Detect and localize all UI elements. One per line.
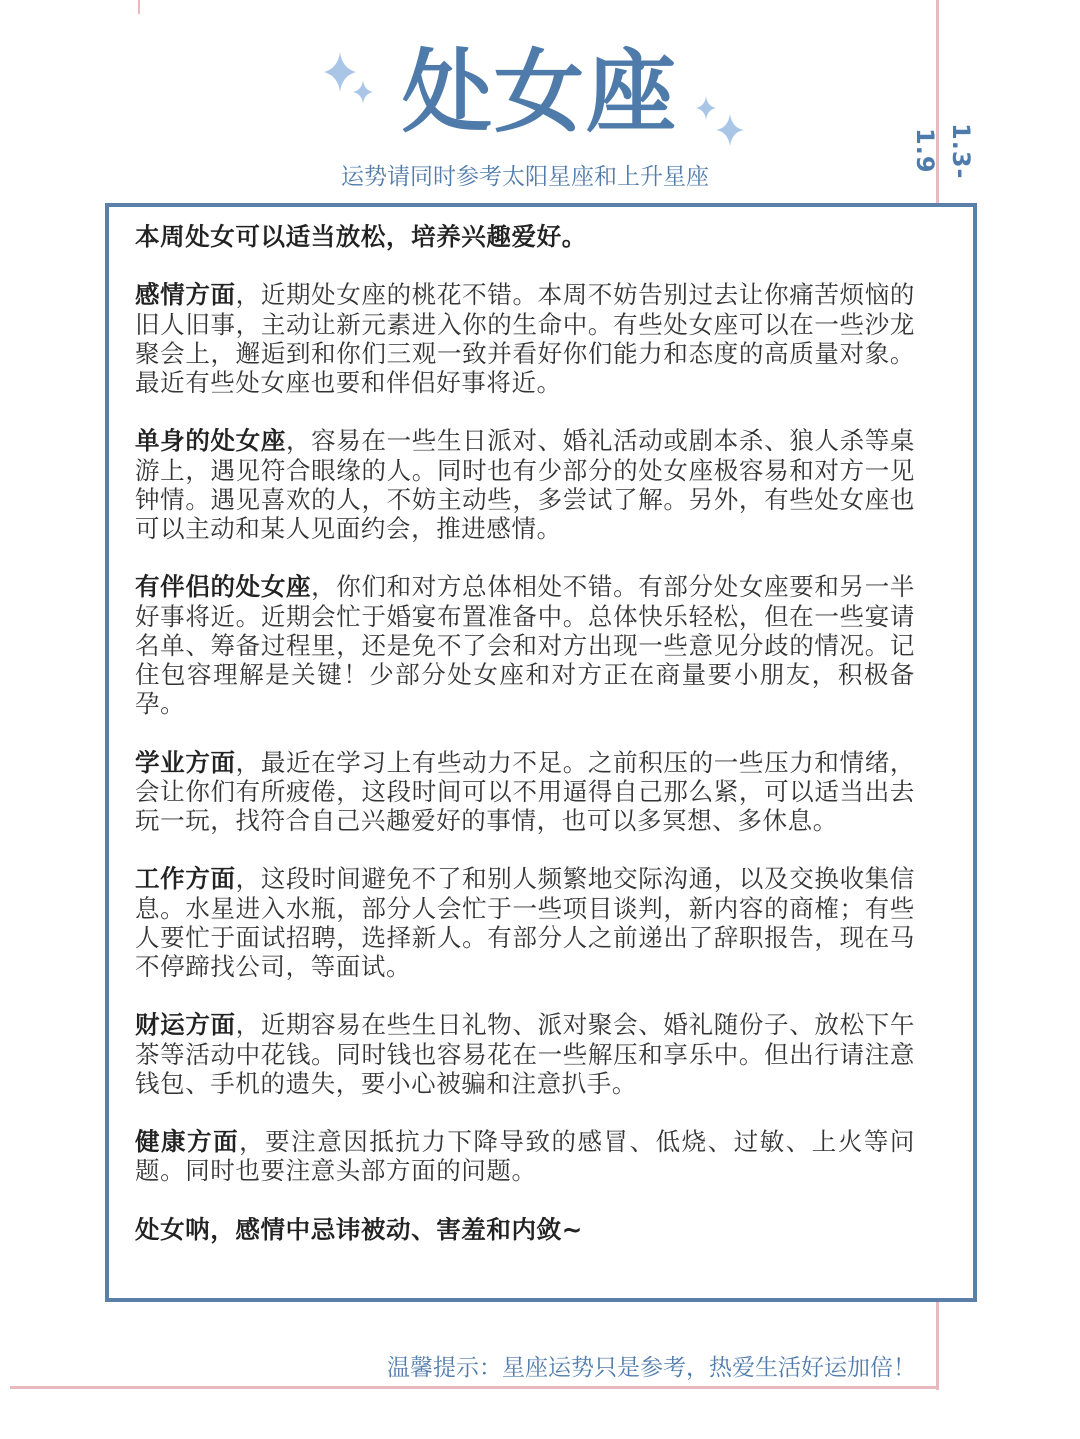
section-study [135,748,915,836]
section-text: ，最近在学习上有些动力不足。之前积压的一些压力和情绪，会让你们有所疲倦，这段时间可以不用逼得自己那么紧，可以适当出去玩一玩，找符合自己兴趣爱好的事情，也可以多冥想、多休息。 [135,747,915,835]
section-wealth [135,1010,915,1098]
section-text: ，你们和对方总体相处不错。有部分处女座要和另一半好事将近。近期会忙于婚宴布置准备中。总体快乐轻松，但在一些宴请名单、筹备过程里，还是免不了会和对方出现一些意见分歧的情况。记住包容理解是关键！少部分处女座和对方正在商量要小朋友，积极备孕。 [135,572,915,719]
section-heading: 学业方面 [135,747,236,777]
page-title: 处女座 [402,40,678,145]
pink-top-tick [138,0,140,14]
section-text: ，要注意因抵抗力下降导致的感冒、低烧、过敏、上火等问题。同时也要注意头部方面的问题。 [135,1127,915,1186]
intro-line: 本周处女可以适当放松，培养兴趣爱好。 [135,222,587,251]
sparkle-left-icon [318,50,380,108]
section-heading: 工作方面 [135,864,236,894]
section-single [135,426,915,543]
section-heading: 健康方面 [135,1127,240,1157]
closing-line: 处女呐，感情中忌讳被动、害羞和内敛~ [135,1214,583,1244]
section-heading: 财运方面 [135,1010,236,1040]
footer-tip: 温馨提示：星座运势只是参考，热爱生活好运加倍！ [387,1355,916,1381]
section-partnered [135,572,915,718]
section-text: ，这段时间避免不了和别人频繁地交际沟通，以及交换收集信息。水星进入水瓶，部分人会忙于一些项目谈判，新内容的商榷；有些人要忙于面试招聘，选择新人。有部分人之前递出了辞职报告，现在马不停蹄找公司，等面试。 [135,864,915,981]
section-heading: 有伴侣的处女座 [135,572,312,602]
sparkle-right-icon [690,92,750,152]
subtitle: 运势请同时参考太阳星座和上升星座 [341,164,709,190]
content-body [135,222,915,1273]
section-love [135,280,915,397]
section-work [135,864,915,981]
section-text: ，近期处女座的桃花不错。本周不妨告别过去让你痛苦烦恼的旧人旧事，主动让新元素进入你的生命中。有些处女座可以在一些沙龙聚会上，邂逅到和你们三观一致并看好你们能力和态度的高质量对象。最近有些处女座也要和伴侣好事将近。 [135,280,915,397]
section-text: ，近期容易在些生日礼物、派对聚会、婚礼随份子、放松下午茶等活动中花钱。同时钱也容易花在一些解压和享乐中。但出行请注意钱包、手机的遗失，要小心被骗和注意扒手。 [135,1010,915,1098]
section-health [135,1127,915,1185]
date-range: 1.3-1.9 [911,122,975,180]
section-heading: 感情方面 [135,280,236,310]
section-heading: 单身的处女座 [135,426,286,456]
section-text: ，容易在一些生日派对、婚礼活动或剧本杀、狼人杀等桌游上，遇见符合眼缘的人。同时也有少部分的处女座极容易和对方一见钟情。遇见喜欢的人，不妨主动些，多尝试了解。另外，有些处女座也可以主动和某人见面约会，推进感情。 [135,426,915,543]
pink-horizontal-line [10,1386,939,1389]
